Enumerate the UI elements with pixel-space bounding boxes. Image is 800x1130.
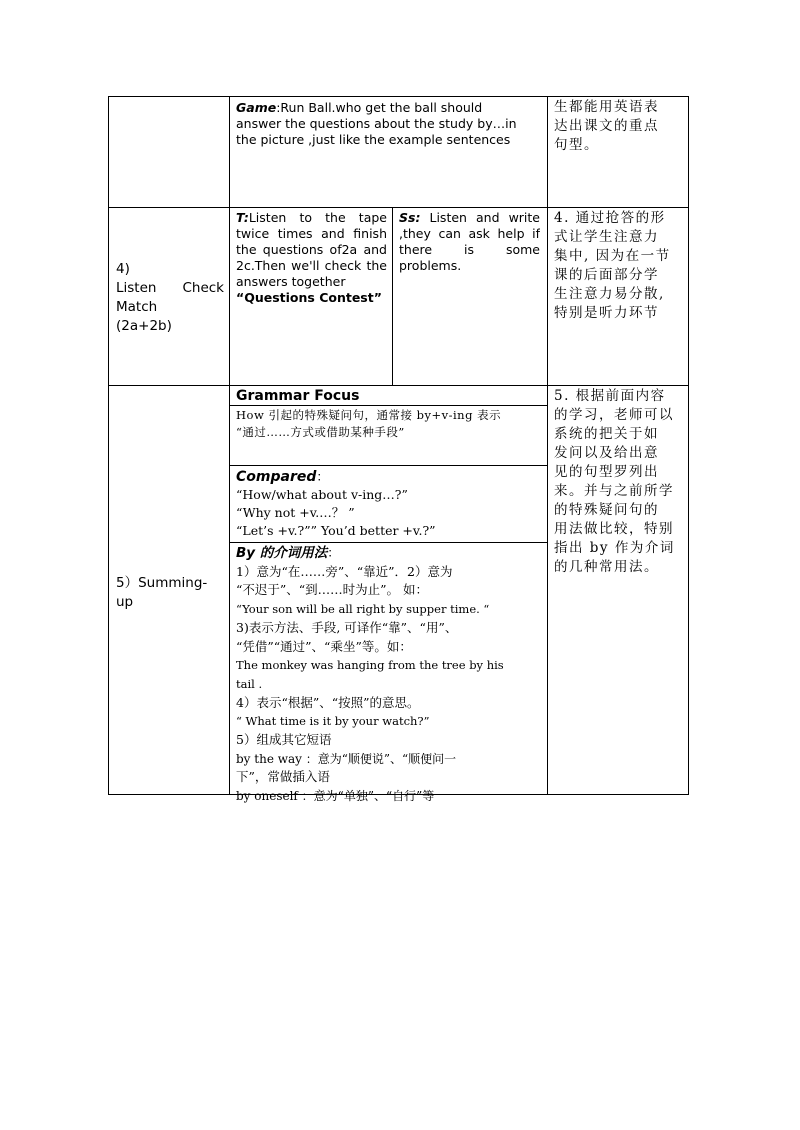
grammar-divider [229, 405, 547, 406]
compared-heading [236, 468, 544, 486]
by-line: tail . [236, 676, 263, 691]
student-label: Ss: [399, 210, 421, 225]
purpose-line: 生注意力易分散, [554, 286, 665, 302]
purpose-line: 生都能用英语表 [554, 99, 659, 115]
by-line: 3)表示方法、手段, 可译作“靠”、“用”、 [236, 619, 458, 635]
compared-label: Compared [236, 469, 317, 485]
purpose-line: 5. 根据前面内容 [554, 388, 666, 404]
by-usage-cell [236, 544, 544, 806]
purpose-line: 特别是听力环节 [554, 305, 659, 321]
table-left-border [108, 96, 109, 795]
compared-line: “How/what about v-ing…?” [236, 487, 408, 502]
purpose-line: 发问以及给出意 [554, 445, 659, 461]
teacher-label: T: [236, 210, 249, 225]
stage-summing: 5）Summing- [116, 575, 208, 591]
by-line: by the way ：意为“顺便说”、“顺便问一 [236, 751, 457, 766]
purpose-line: 指出 by 作为介词 [554, 540, 675, 556]
listen-purpose-cell [554, 209, 686, 323]
stage-word-check: Check [182, 280, 224, 296]
game-activity-cell [236, 100, 526, 148]
grammar-focus-heading [236, 387, 536, 405]
purpose-line: 集中, 因为在一节 [554, 248, 671, 264]
purpose-line: 的几种常用法。 [554, 559, 659, 575]
summing-purpose-cell [554, 387, 686, 577]
purpose-line: 的特殊疑问句的 [554, 502, 659, 518]
stage-word-match: Match [116, 299, 158, 315]
purpose-line: 课的后面部分学 [554, 267, 659, 283]
by-line: 下”，常做插入语 [236, 769, 330, 785]
compared-divider [229, 465, 547, 466]
by-line: “不迟于”、“到……时为止”。 如： [236, 582, 429, 598]
game-label: Game [236, 100, 277, 115]
by-line: 4）表示“根据”、“按照”的意思。 [236, 694, 420, 710]
grammar-heading-text: Grammar Focus [236, 388, 360, 404]
purpose-line: 4. 通过抢答的形 [554, 210, 666, 226]
purpose-line: 用法做比较，特别 [554, 521, 674, 537]
by-line: 1）意为“在……旁”、“靠近”．2）意为 [236, 563, 453, 579]
grammar-focus-cell [236, 407, 544, 441]
purpose-line: 来。并与之前所学 [554, 483, 674, 499]
by-heading-text: By 的介词用法 [236, 545, 328, 561]
stage-title-row [116, 279, 224, 298]
compared-colon: ： [316, 469, 329, 484]
by-line: “凭借”“通过”、“乘坐”等。如： [236, 638, 412, 654]
teacher-activity-cell [236, 210, 387, 306]
teacher-text: Listen to the tape twice times and finish the questions of2a and 2c.Then we'll check the answers together [236, 210, 387, 289]
purpose-column-divider [547, 96, 548, 795]
listen-stage-cell [116, 260, 224, 336]
purpose-line: 系统的把关于如 [554, 426, 659, 442]
by-line: The monkey was hanging from the tree by his [236, 658, 504, 673]
student-text: Listen and write ,they can ask help if there is some problems. [399, 210, 540, 273]
compared-cell [236, 468, 544, 540]
purpose-line: 式让学生注意力 [554, 229, 659, 245]
grammar-line: “通过……方式或借助某种手段” [236, 425, 405, 439]
by-line: “ What time is it by your watch?” [236, 714, 430, 729]
table-top-border [108, 96, 689, 97]
by-heading [236, 544, 544, 563]
stage-sections: (2a+2b) [116, 318, 172, 334]
row-divider-1 [108, 207, 689, 208]
teacher-student-divider [392, 207, 393, 385]
by-line: by oneself ：意为“单独”、“自行”等 [236, 789, 435, 804]
questions-contest: “Questions Contest” [236, 290, 382, 305]
stage-word-listen: Listen [116, 280, 157, 296]
student-activity-cell [399, 210, 540, 274]
game-purpose-cell [554, 98, 684, 155]
stage-number: 4) [116, 261, 130, 277]
row-divider-2 [108, 385, 689, 386]
by-line: 5）组成其它短语 [236, 732, 332, 748]
purpose-line: 达出课文的重点 [554, 118, 659, 134]
table-right-border [688, 96, 689, 795]
stage-up: up [116, 594, 134, 610]
compared-line: “Let’s +v.?”” You’d better +v.?” [236, 523, 436, 538]
by-line: “Your son will be all right by supper time. “ [236, 602, 490, 617]
purpose-line: 的学习，老师可以 [554, 407, 674, 423]
stage-column-divider [229, 96, 230, 795]
purpose-line: 见的句型罗列出 [554, 464, 659, 480]
compared-line: “Why not +v.…？ ” [236, 505, 355, 520]
game-text: :Run Ball.who get the ball should answer the questions about the study by…in the picture ,just like the example sentences [236, 100, 517, 147]
summing-stage-cell [116, 574, 226, 612]
by-divider [229, 542, 547, 543]
by-heading-colon: ： [327, 545, 340, 560]
purpose-line: 句型。 [554, 137, 599, 153]
grammar-line: How 引起的特殊疑问句，通常接 by+v-ing 表示 [236, 408, 502, 422]
